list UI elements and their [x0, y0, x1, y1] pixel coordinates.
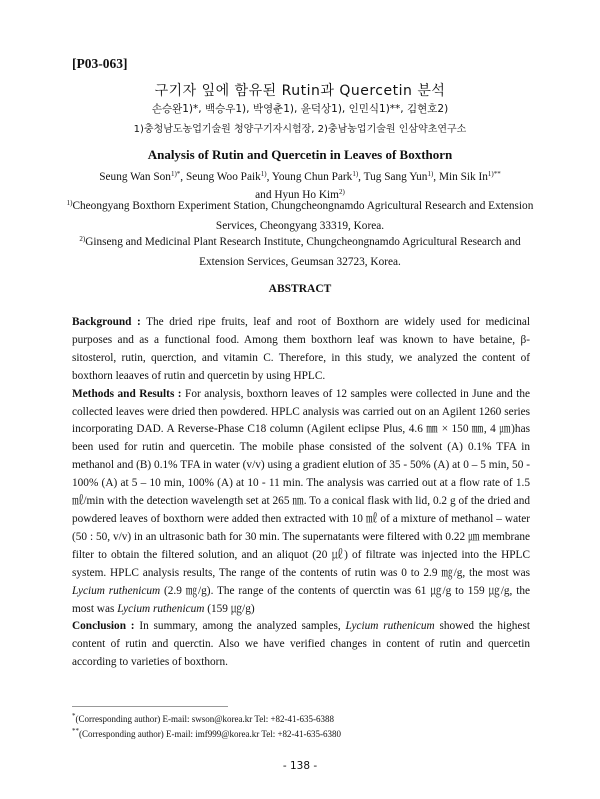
species-name: Lycium ruthenicum	[345, 620, 435, 633]
affiliation-mark: 1)	[66, 199, 73, 207]
affiliation-2	[60, 232, 540, 272]
affiliation-text: Ginseng and Medicinal Plant Research Institute, Chungcheongnamdo Agricultural Research and Extension Services, Geumsan 32723, Korea.	[85, 236, 521, 268]
methods-label: Methods and Results :	[72, 387, 182, 400]
author-affiliation-mark: 1)	[427, 170, 434, 178]
page-number: - 138 -	[282, 760, 318, 772]
author-affiliation-mark: 1)	[260, 170, 267, 178]
footnote-1	[72, 714, 334, 724]
english-authors: Seung Wan Son$^{1)*}$, Seung Woo Paik$^{1)}$, Young Chun Park$^{1)}$, Tug Sang Yun$^{1)}$, Min Sik $In^{1)**}$ and Hyun Ho Kim$^{2)}$	[99, 170, 501, 201]
background-text: The dried ripe fruits, leaf and root of Boxthorn are widely used for medicinal purposes and as a functional food. Among them boxthorn leaf was known to have betaine, β-sitosterol, rutin, querction, and vitamin C. Therefore, in this study, we analyzed the content of boxthorn leaaves of rutin and quercetin by using HPLC.	[72, 316, 530, 382]
species-name: Lycium ruthenicum	[72, 584, 161, 597]
methods-text: For analysis, boxthorn leaves of 12 samples were collected in June and the collected leaves were dried then powdered. HPLC analysis was carried out on an Agilent 1260 series incorporating DAD. A Reverse-Phase C18 column (Agilent eclipse Plus, 4.6 ㎜ × 150 ㎜, 4 ㎛)has been used for rutin and quercetin. The mobile phase consisted of the solvent (A) 0.1% TFA in methanol and (B) 0.1% TFA in water (v/v) using a gradient elution of 35 - 50% (A) at 0 – 5 min, 50 - 100% (A) at 5 – 10 min, 100% (A) at 10 - 11 min. The analysis was carried out at a flow rate of 1.5 ㎖/min with the detection wavelength set at 265 ㎚. To a conical flask with lid, 0.2 g of the dried and powdered leaves of boxthorn were added then extracted with 10 ㎖ of a mixture of methanol – water (50 : 50, v/v) in an ultrasonic bath for 30 min. The supernatants were filtered with 0.22 ㎛ membrane filter to obtain the filtered solution, and an aliquot (20 ㎕) of filtrate was injected into the HPLC system. HPLC analysis results, The range of the contents of rutin was 0 to 2.9 ㎎/g, the most was	[72, 387, 530, 579]
conclusion-text: In summary, among the analyzed samples,	[134, 620, 346, 633]
korean-affiliations: 1)충청남도농업기술원 청양구기자시험장, 2)충남농업기술원 인삼약초연구소	[133, 124, 467, 135]
korean-authors: 손승완1)*, 백승우1), 박영춘1), 윤덕상1), 인민식1)**, 김현호2)	[151, 103, 449, 115]
author-affiliation-mark: 2)	[338, 188, 345, 196]
author-affiliation-mark: 1)**	[487, 170, 501, 178]
footnote-2	[72, 729, 341, 739]
author-name: Min Sik In	[438, 171, 488, 183]
author-name: Tug Sang Yun	[363, 171, 428, 183]
conclusion-label: Conclusion :	[72, 620, 135, 633]
abstract-body	[72, 314, 530, 672]
author-affiliation-mark: 1)*	[170, 170, 181, 178]
background-paragraph	[72, 314, 530, 386]
methods-paragraph	[72, 386, 530, 619]
author-conjunction: and	[255, 189, 272, 201]
methods-text: (2.9 ㎎/g). The range of the contents of querctin was 61 ㎍/g to 159 ㎍/g, the most was	[72, 584, 530, 615]
conclusion-text: showed the highest content of rutin and querctin. Also we have verified changes in content of rutin and quercetin according to varieties of boxthorn.	[72, 620, 530, 669]
methods-text: (159 ㎍/g)	[204, 602, 255, 615]
author-affiliation-mark: 1)	[352, 170, 359, 178]
footnote-mark: *	[72, 712, 76, 720]
affiliation-mark: 2)	[79, 235, 86, 243]
affiliation-1	[60, 196, 540, 236]
species-name: Lycium ruthenicum	[117, 602, 205, 615]
author-name: Hyun Ho Kim	[274, 189, 339, 201]
footnote-divider	[72, 706, 228, 707]
paper-code: [P03-063]	[72, 56, 128, 71]
footnote-mark: **	[72, 727, 79, 735]
background-label: Background :	[72, 316, 141, 328]
conclusion-paragraph	[72, 618, 530, 672]
korean-title: 구기자 잎에 함유된 Rutin과 Quercetin 분석	[154, 83, 446, 99]
author-name: Seung Wan Son	[99, 171, 171, 183]
affiliation-text: Cheongyang Boxthorn Experiment Station, Chungcheongnamdo Agricultural Research and Extension Services, Cheongyang 33319, Korea.	[72, 200, 534, 232]
footnote-text: (Corresponding author) E-mail: imf999@korea.kr Tel: +82-41-635-6380	[79, 729, 342, 739]
footnote-text: (Corresponding author) E-mail: swson@korea.kr Tel: +82-41-635-6388	[75, 714, 335, 724]
abstract-heading: ABSTRACT	[268, 283, 332, 295]
english-title: Analysis of Rutin and Quercetin in Leaves of Boxthorn	[147, 147, 453, 162]
author-name: Seung Woo Paik	[185, 171, 261, 183]
author-name: Young Chun Park	[271, 171, 353, 183]
